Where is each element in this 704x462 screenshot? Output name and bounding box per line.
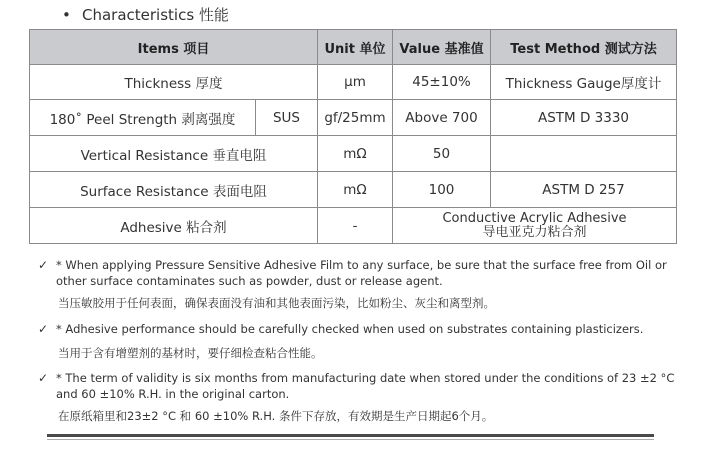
cell-value: 50 <box>393 136 491 172</box>
cell-item: 180˚ Peel Strength 剥离强度 <box>30 100 256 136</box>
header-test-method: Test Method 测试方法 <box>491 30 677 65</box>
cell-substrate: SUS <box>256 100 318 136</box>
header-value: Value 基准值 <box>393 30 491 65</box>
bottom-divider-thin <box>47 439 654 440</box>
cell-item: Vertical Resistance 垂直电阻 <box>30 136 318 172</box>
table-header-row <box>30 30 677 65</box>
header-unit: Unit 单位 <box>318 30 393 65</box>
checkmark-icon: ✓ <box>38 322 49 336</box>
cell-value: Above 700 <box>393 100 491 136</box>
table-row <box>30 172 677 208</box>
cell-unit: - <box>318 208 393 244</box>
cell-value: 100 <box>393 172 491 208</box>
heading-text: Characteristics 性能 <box>82 6 229 24</box>
note-item <box>38 257 688 311</box>
note-item <box>38 370 688 424</box>
note-english: * The term of validity is six months from manufacturing date when stored under the conditions of 23 ±2 °C and 60 ±10% R.H. in the original carton. <box>56 371 675 401</box>
header-items: Items 项目 <box>30 30 318 65</box>
cell-unit: gf/25mm <box>318 100 393 136</box>
cell-method: Thickness Gauge厚度计 <box>491 65 677 100</box>
checkmark-icon: ✓ <box>38 258 49 272</box>
table-row <box>30 100 677 136</box>
cell-value-adhesive <box>393 208 677 244</box>
cell-unit: mΩ <box>318 172 393 208</box>
note-english: * When applying Pressure Sensitive Adhesive Film to any surface, be sure that the surface free from Oil or other surface contaminates such as powder, dust or release agent. <box>56 258 667 288</box>
adhesive-value-english: Conductive Acrylic Adhesive <box>442 210 627 226</box>
cell-unit: μm <box>318 65 393 100</box>
adhesive-value-chinese: 导电亚克力粘合剂 <box>482 224 587 240</box>
section-heading <box>62 4 229 25</box>
table-row <box>30 208 677 244</box>
note-item <box>38 321 688 361</box>
table-row <box>30 65 677 100</box>
note-english: * Adhesive performance should be carefully checked when used on substrates containing plasticizers. <box>56 322 644 336</box>
cell-item: Adhesive 粘合剂 <box>30 208 318 244</box>
cell-method <box>491 136 677 172</box>
cell-method: ASTM D 3330 <box>491 100 677 136</box>
note-chinese: 在原纸箱里和23±2 °C 和 60 ±10% R.H. 条件下存放，有效期是生产日期起6个月。 <box>58 409 494 423</box>
bullet-icon: • <box>62 6 71 24</box>
cell-value: 45±10% <box>393 65 491 100</box>
cell-item: Thickness 厚度 <box>30 65 318 100</box>
note-chinese: 当压敏胶用于任何表面，确保表面没有油和其他表面污染，比如粉尘、灰尘和离型剂。 <box>58 296 495 310</box>
note-chinese: 当用于含有增塑剂的基材时，要仔细检查粘合性能。 <box>58 346 323 360</box>
bottom-divider <box>47 434 654 437</box>
cell-unit: mΩ <box>318 136 393 172</box>
cell-item: Surface Resistance 表面电阻 <box>30 172 318 208</box>
checkmark-icon: ✓ <box>38 371 49 385</box>
table-row <box>30 136 677 172</box>
cell-method: ASTM D 257 <box>491 172 677 208</box>
characteristics-table <box>29 29 677 244</box>
